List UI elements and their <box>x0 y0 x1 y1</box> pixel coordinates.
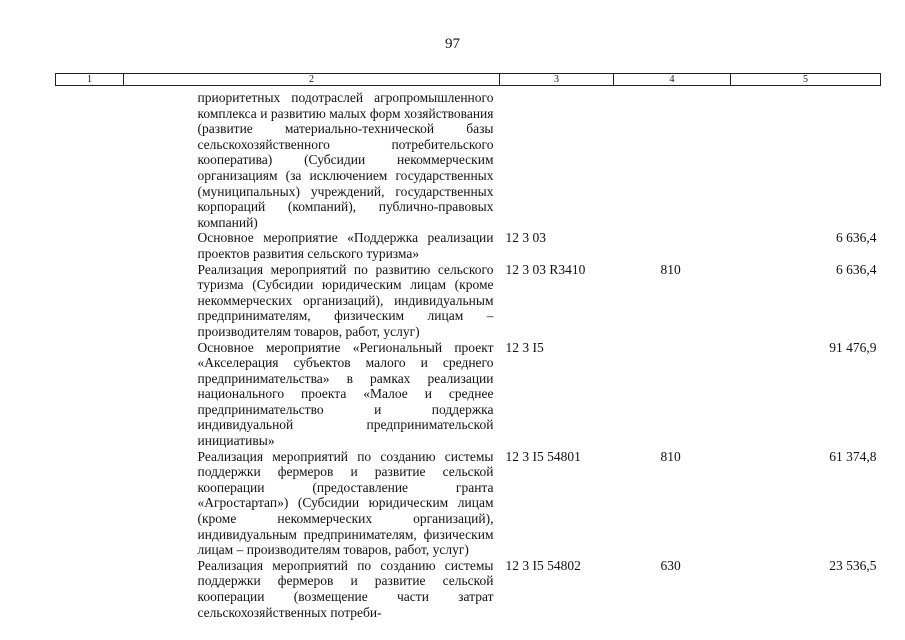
description-cell: Реализация мероприятий по созданию системы поддержки фермеров и развитие сельской кооперации (предоставление гранта «Агростартап») (Субсидии юридическим лицам (кроме некоммерческих организаций), индивидуальным предпринимателям, физическим лицам – производителям товаров, работ, услуг) <box>197 448 494 558</box>
column-header-5: 5 <box>731 74 881 86</box>
row-number-cell <box>56 86 124 231</box>
description-cell: Основное мероприятие «Региональный проект «Акселерация субъектов малого и среднего предпринимательства» в рамках реализации национального проекта «Малое и среднее предпринимательство и поддержка индивидуальной предпринимательской инициативы» <box>197 339 494 449</box>
code-cell: 12 3 03 <box>505 230 546 246</box>
description-cell: Реализация мероприятий по развитию сельского туризма (Субсидии юридическим лицам (кроме некоммерческих организаций), индивидуальным предпринимателям, физическим лицам – производителям товаров, работ, услуг) <box>197 261 494 339</box>
code-cell <box>500 86 614 231</box>
row-number-cell <box>56 230 124 261</box>
column-header-2: 2 <box>124 74 500 86</box>
table-row <box>56 449 881 558</box>
code-cell: 12 3 03 R3410 <box>505 261 586 277</box>
code-cell: 12 3 I5 <box>505 339 544 355</box>
column-number-header-row <box>56 74 881 86</box>
column-header-1: 1 <box>56 74 124 86</box>
row-number-cell <box>56 449 124 558</box>
budget-table <box>55 73 881 620</box>
code-cell: 12 3 I5 54802 <box>505 557 581 573</box>
expense-type-cell: 810 <box>660 261 681 277</box>
amount-cell: 91 476,9 <box>829 339 877 355</box>
expense-type-cell <box>614 340 731 449</box>
amount-cell: 6 636,4 <box>836 230 877 246</box>
amount-cell: 61 374,8 <box>829 448 877 464</box>
table-row <box>56 86 881 231</box>
description-cell: приоритетных подотраслей агропромышленного комплекса и развитию малых форм хозяйствования (развитие материально-технической базы сельскохозяйственного потребительского кооператива) (Субсидии некоммерческим организациям (за исключением государственных (муниципальных) учреждений, государственных корпораций (компаний), публично-правовых компаний) <box>197 90 494 230</box>
table-row <box>56 262 881 340</box>
table-row <box>56 340 881 449</box>
expense-type-cell: 630 <box>660 557 681 573</box>
expense-type-cell: 810 <box>660 448 681 464</box>
row-number-cell <box>56 558 124 620</box>
row-number-cell <box>56 262 124 340</box>
code-cell: 12 3 I5 54801 <box>505 448 581 464</box>
amount-cell <box>731 86 881 231</box>
column-header-3: 3 <box>500 74 614 86</box>
description-cell: Основное мероприятие «Поддержка реализации проектов развития сельского туризма» <box>197 230 494 261</box>
description-cell: Реализация мероприятий по созданию системы поддержки фермеров и развитие сельской кооперации (возмещение части затрат сельскохозяйственных потреби- <box>197 557 494 620</box>
expense-type-cell <box>614 230 731 261</box>
column-header-4: 4 <box>614 74 731 86</box>
amount-cell: 6 636,4 <box>836 261 877 277</box>
table-row <box>56 230 881 261</box>
table-row <box>56 558 881 620</box>
row-number-cell <box>56 340 124 449</box>
page-number: 97 <box>445 36 460 52</box>
expense-type-cell <box>614 86 731 231</box>
amount-cell: 23 536,5 <box>829 557 877 573</box>
